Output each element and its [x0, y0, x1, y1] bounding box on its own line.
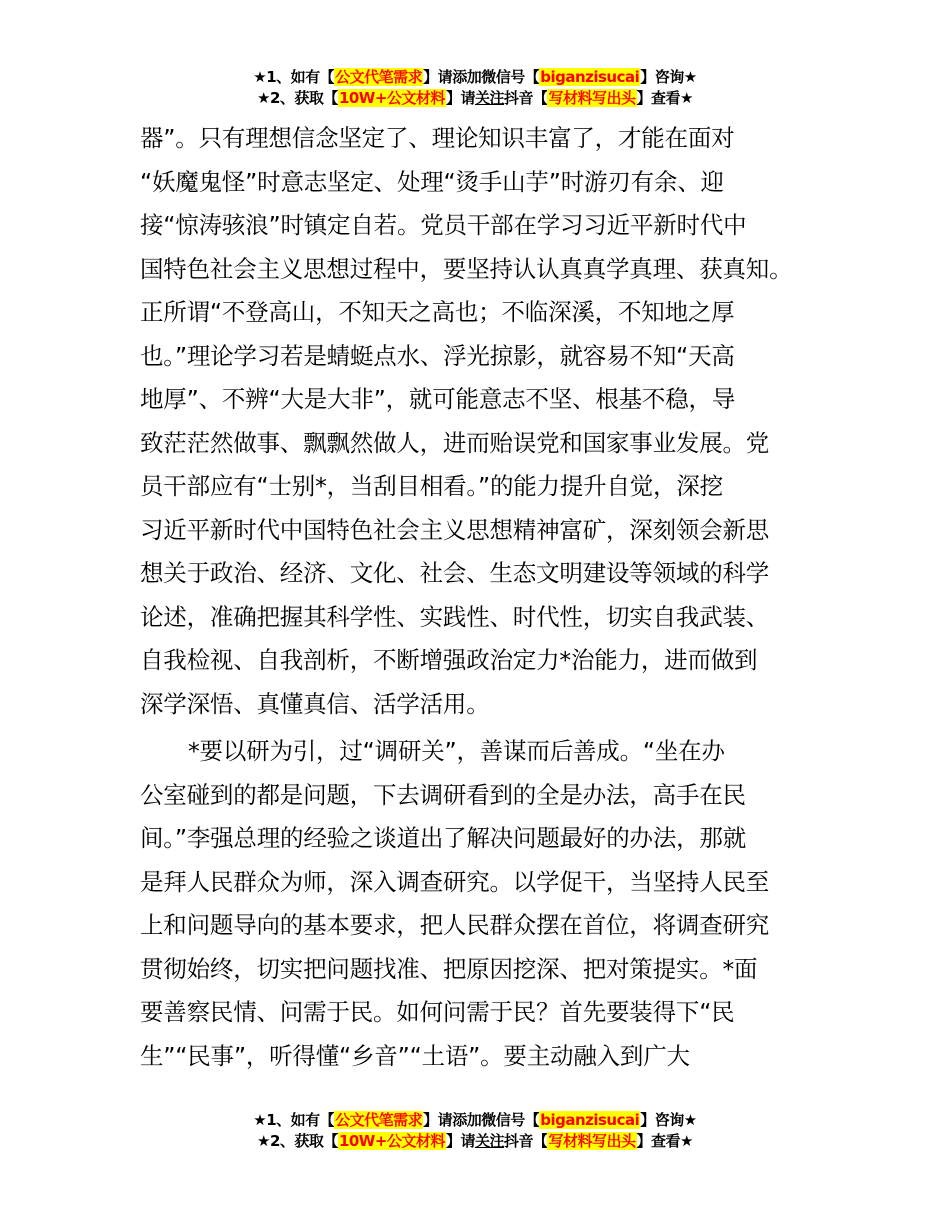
footer-line-2: [0, 1131, 950, 1152]
text-line: 自我检视、自我剖析，不断增强政治定力*治能力，进而做到: [140, 646, 758, 674]
header-line-1-suffix: 】咨询★: [640, 68, 697, 86]
header-line-2: [0, 88, 950, 109]
text-line: 想关于政治、经济、文化、社会、生态文明建设等领域的科学: [140, 559, 770, 587]
text-line: 地厚”、不辨“大是大非”，就可能意志不坚、根基不稳，导: [140, 385, 736, 413]
text-line: 正所谓“不登高山，不知天之高也；不临深溪，不知地之厚: [140, 298, 735, 326]
footer-line-2-suffix: 】查看★: [636, 1132, 693, 1150]
materials-highlight: 10W+公文材料: [338, 1132, 445, 1150]
header-line-1: [0, 67, 950, 88]
footer-line-1-prefix: ★1、如有【: [253, 1111, 335, 1129]
header-banner: [0, 67, 950, 109]
footer-line-1-text: 】请: [423, 1111, 453, 1129]
footer-banner: [0, 1110, 950, 1152]
text-line: 要善察民情、问需于民。如何问需于民？首先要装得下“民: [140, 998, 735, 1026]
text-line: 国特色社会主义思想过程中，要坚持认认真真学真理、获真知。: [140, 254, 793, 283]
text-line: 公室碰到的都是问题，下去调研看到的全是办法，高手在民: [140, 780, 746, 809]
footer-line-1: [0, 1110, 950, 1131]
text-line: 贯彻始终，切实把问题找准、把原因挖深、把对策提实。*面: [140, 954, 758, 983]
text-line: 论述，准确把握其科学性、实践性、时代性，切实自我武装、: [140, 602, 770, 631]
text-line: 也。”理论学习若是蜻蜓点水、浮光掠影，就容易不知“天高: [140, 341, 735, 370]
text-line: 上和问题导向的基本要求，把人民群众摆在首位，将调查研究: [140, 911, 770, 939]
text-line: 器”。只有理想信念坚定了、理论知识丰富了，才能在面对: [140, 124, 735, 152]
header-line-2-prefix: ★2、获取【: [257, 89, 338, 107]
footer-line-1-emphasis: 添加: [452, 1111, 482, 1129]
text-line: 习近平新时代中国特色社会主义思想精神富矿，深刻领会新思: [140, 515, 770, 544]
text-line: 生”“民事”，听得懂“乡音”“土语”。要主动融入到广大: [140, 1041, 690, 1070]
header-line-1-prefix: ★1、如有【: [253, 68, 335, 86]
text-line: 深学深悟、真懂真信、活学活用。: [140, 689, 490, 718]
header-line-2-text: 】请: [445, 89, 475, 107]
header-line-2-text-2: 抖音【: [503, 89, 548, 107]
text-line: 接“惊涛骇浪”时镇定自若。党员干部在学习习近平新时代中: [140, 211, 747, 239]
footer-line-2-emphasis: 关注: [474, 1132, 504, 1150]
text-line: 间。”李强总理的经验之谈道出了解决问题最好的办法，那就: [140, 824, 747, 852]
footer-line-1-text-2: 微信号【: [481, 1111, 540, 1129]
header-line-2-suffix: 】查看★: [636, 89, 693, 107]
text-line: 员干部应有“士别*，当刮目相看。”的能力提升自觉，深挖: [140, 472, 723, 500]
header-line-2-emphasis: 关注: [474, 89, 504, 107]
paragraph-1: [140, 117, 820, 726]
wechat-id-highlight: biganzisucai: [540, 1111, 640, 1129]
wechat-id-highlight: biganzisucai: [540, 68, 640, 86]
header-line-1-emphasis: 添加: [452, 68, 482, 86]
ghostwriting-service-highlight: 公文代笔需求: [335, 1111, 423, 1129]
footer-line-2-text: 】请: [445, 1132, 475, 1150]
paragraph-2: [140, 730, 820, 1078]
header-line-1-text: 】请: [423, 68, 453, 86]
document-body: [140, 117, 820, 1078]
text-line: 是拜人民群众为师，深入调查研究。以学促干，当坚持人民至: [140, 867, 770, 896]
footer-line-2-prefix: ★2、获取【: [257, 1132, 338, 1150]
text-line: 致茫茫然做事、飘飘然做人，进而贻误党和国家事业发展。党: [140, 428, 770, 457]
douyin-account-highlight: 写材料写出头: [548, 1132, 636, 1150]
footer-line-1-suffix: 】咨询★: [640, 1111, 697, 1129]
header-line-1-text-2: 微信号【: [481, 68, 540, 86]
materials-highlight: 10W+公文材料: [338, 89, 445, 107]
text-line: “妖魔鬼怪”时意志坚定、处理“烫手山芋”时游刃有余、迎: [140, 167, 724, 196]
ghostwriting-service-highlight: 公文代笔需求: [335, 68, 423, 86]
douyin-account-highlight: 写材料写出头: [548, 89, 636, 107]
text-line: *要以研为引，过“调研关”，善谋而后善成。“坐在办: [188, 737, 725, 765]
footer-line-2-text-2: 抖音【: [503, 1132, 548, 1150]
